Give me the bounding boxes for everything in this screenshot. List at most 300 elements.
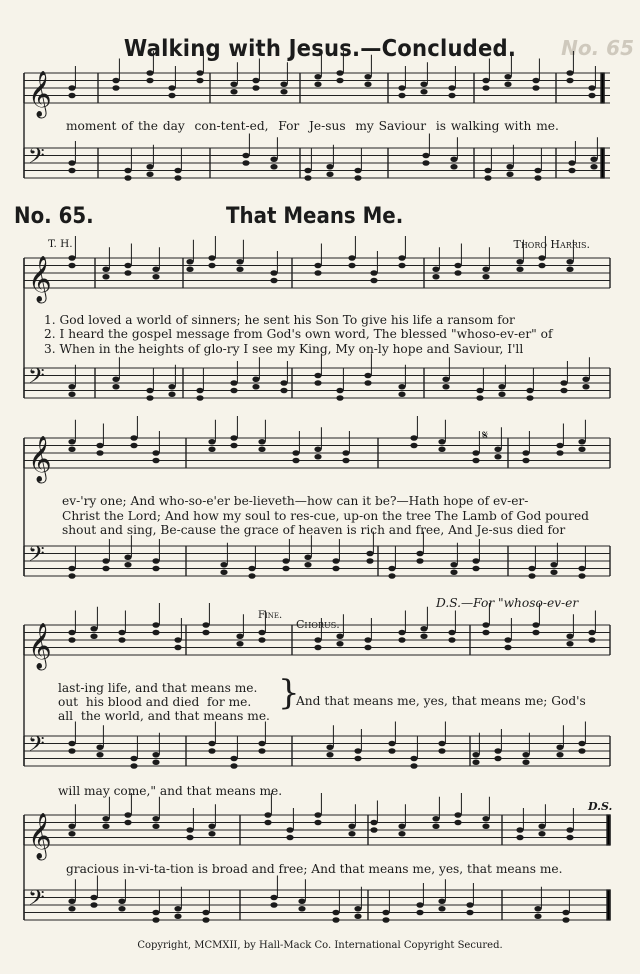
note-head [186,259,193,265]
note-head [582,376,589,382]
note-head [566,835,573,841]
note-head [174,637,181,643]
note-head [364,637,371,643]
note-head [96,450,103,456]
bass-clef: 𝄢 [28,363,45,394]
note-head [538,831,545,837]
note-head [152,458,159,464]
note-head [68,263,75,269]
note-head [494,454,501,460]
note-head [314,820,321,826]
verse-number: 1. [44,313,56,327]
note-head [516,827,523,833]
faded-page-number: No. 65 [561,36,634,60]
note-head [416,910,423,916]
note-head [348,831,355,837]
note-head [388,573,395,579]
note-head [476,395,483,401]
note-head [292,458,299,464]
note-head [68,630,75,636]
note-head [504,645,511,651]
note-head [124,562,131,568]
note-head [416,902,423,908]
note-head [534,168,541,174]
note-head [68,748,75,754]
note-head [588,637,595,643]
note-head [208,823,215,829]
note-head [354,748,361,754]
note-head [152,622,159,628]
note-head [152,450,159,456]
note-head [130,763,137,769]
note-head [130,435,137,441]
note-head [442,376,449,382]
note-head [68,168,75,174]
lyric-word: is [346,523,357,537]
note-head [526,388,533,394]
note-head [174,168,181,174]
note-head [534,913,541,919]
note-head [68,255,75,261]
note-head [538,255,545,261]
note-head [354,175,361,181]
note-head [152,917,159,923]
note-head [220,569,227,575]
note-head [292,450,299,456]
note-head [174,906,181,912]
note-head [252,78,259,84]
note-head [202,910,209,916]
note-head [538,263,545,269]
note-head [566,266,573,272]
note-head [348,263,355,269]
note-head [174,175,181,181]
note-head [304,554,311,560]
note-head [566,633,573,639]
lyric-word: For [278,119,300,133]
note-head [314,270,321,276]
verse-brace: } [278,673,300,713]
note-head [220,562,227,568]
bass-lyric-line: will may come," and that means me. [58,784,283,798]
note-head [466,910,473,916]
note-head [556,443,563,449]
note-head [332,917,339,923]
note-head [90,895,97,901]
note-head [566,827,573,833]
lyric-word: his blood and died [85,695,200,709]
note-head [398,630,405,636]
note-head [174,645,181,651]
note-head [230,443,237,449]
note-head [364,74,371,80]
note-head [270,278,277,284]
hymn-title: That Means Me. [226,204,404,229]
note-head [96,752,103,758]
note-head [438,748,445,754]
note-head [124,263,131,269]
note-head [494,756,501,762]
note-head [208,748,215,754]
note-head [208,263,215,269]
note-head [556,752,563,758]
note-head [578,573,585,579]
note-head [270,902,277,908]
note-head [326,744,333,750]
note-head [566,70,573,76]
note-head [366,551,373,557]
note-head [342,458,349,464]
note-head [270,895,277,901]
note-head [152,816,159,822]
note-head [522,450,529,456]
note-head [102,274,109,280]
note-head [354,913,361,919]
note-head [124,820,131,826]
note-head [498,384,505,390]
note-head [482,85,489,91]
note-head [556,450,563,456]
note-head [152,558,159,564]
note-head [286,827,293,833]
lyric-word: last-ing life, [58,681,132,695]
lyric-word: God loved a world of [59,313,188,327]
bass-clef: 𝄢 [28,541,45,572]
note-head [432,274,439,280]
note-head [280,89,287,95]
note-head [398,391,405,397]
note-head [550,569,557,575]
continued-hymn-title: Walking with Jesus.—Concluded. [123,36,517,62]
hymn-number: No. 65. [14,204,94,229]
note-head [314,637,321,643]
note-head [124,554,131,560]
note-head [102,566,109,572]
note-head [506,171,513,177]
note-head [366,558,373,564]
note-head [528,573,535,579]
note-head [252,85,259,91]
lyric-word: "whoso-ev-er" of [450,327,553,341]
lyric-word: I [243,342,249,356]
note-head [420,89,427,95]
note-head [348,823,355,829]
note-head [398,255,405,261]
ds-marking: D.S. [588,800,613,813]
lyric-word: My [335,342,355,356]
note-head [336,388,343,394]
note-head [146,171,153,177]
note-head [68,85,75,91]
verse-1-line-1 [44,313,515,327]
note-head [550,562,557,568]
lyric-word: all [58,709,74,723]
note-head [332,910,339,916]
note-head [282,558,289,564]
treble-clef: 𝄞 [28,71,52,117]
note-head [522,759,529,765]
note-head [258,446,265,452]
note-head [364,380,371,386]
final-barline [607,815,610,845]
note-head [102,823,109,829]
note-head [560,388,567,394]
note-head [152,910,159,916]
note-head [420,81,427,87]
note-head [556,744,563,750]
lyric-word: see my King, [252,342,332,356]
note-head [196,395,203,401]
note-head [68,439,75,445]
note-head [314,263,321,269]
note-head [326,171,333,177]
note-head [494,446,501,452]
note-head [448,630,455,636]
note-head [420,626,427,632]
lyric-word: And [448,523,473,537]
note-head [472,450,479,456]
note-head [270,270,277,276]
lyric-word: moment of the day [66,119,185,133]
lyric-word: heard the [68,327,129,341]
note-head [504,81,511,87]
note-head [168,391,175,397]
prev-hymn-lyric-line [66,119,559,133]
lyric-word: gospel message from God's own word, [131,327,370,341]
note-head [248,566,255,572]
verse-1-line-3 [58,681,257,695]
note-head [152,274,159,280]
note-head [370,278,377,284]
final-barline [601,148,604,178]
note-head [538,823,545,829]
note-head [348,255,355,261]
note-head [482,630,489,636]
note-head [482,78,489,84]
note-head [472,458,479,464]
note-head [506,164,513,170]
note-head [118,630,125,636]
note-head [472,558,479,564]
verse-3-line-2 [62,523,565,537]
note-head [590,156,597,162]
note-head [398,823,405,829]
note-head [432,266,439,272]
note-head [516,835,523,841]
note-head [516,259,523,265]
note-head [582,384,589,390]
note-head [466,902,473,908]
note-head [566,641,573,647]
note-head [124,175,131,181]
note-head [286,835,293,841]
lyric-word: on-ly hope and Saviour, I'll [358,342,524,356]
note-head [528,566,535,572]
note-head [236,266,243,272]
note-head [298,906,305,912]
lyric-word: con-tent-ed, [194,119,269,133]
note-head [208,255,215,261]
note-head [152,266,159,272]
fine-marking: Fine. [258,610,283,621]
verse-2-line-2 [62,509,589,523]
note-head [152,759,159,765]
lyric-word: for me. [207,695,252,709]
note-head [562,917,569,923]
note-head [326,752,333,758]
note-head [326,164,333,170]
note-head [566,259,573,265]
note-head [420,633,427,639]
note-head [68,566,75,572]
note-head [432,823,439,829]
chorus-lyric-line-1: And that means me, yes, that means me; God's [296,694,586,708]
note-head [482,622,489,628]
verse-number: 2. [44,327,56,341]
lyric-word: rich and free, [360,523,445,537]
lyric-word: my Saviour [355,119,427,133]
note-head [578,566,585,572]
note-head [230,388,237,394]
final-barline [607,890,610,920]
note-head [410,443,417,449]
note-head [146,70,153,76]
note-head [112,384,119,390]
bass-clef: 𝄢 [28,885,45,916]
note-head [270,164,277,170]
note-head [532,630,539,636]
note-head [118,898,125,904]
note-head [370,820,377,826]
note-head [68,823,75,829]
note-head [314,373,321,379]
note-head [168,384,175,390]
note-head [398,93,405,99]
note-head [364,373,371,379]
final-barline [601,73,604,103]
note-head [448,637,455,643]
note-head [112,78,119,84]
note-head [118,637,125,643]
note-head [332,566,339,572]
note-head [534,906,541,912]
note-head [68,637,75,643]
note-head [230,763,237,769]
note-head [422,160,429,166]
note-head [124,168,131,174]
note-head [202,622,209,628]
note-head [516,266,523,272]
note-head [264,820,271,826]
note-head [588,630,595,636]
note-head [202,630,209,636]
note-head [522,752,529,758]
note-head [68,573,75,579]
note-head [68,741,75,747]
note-head [68,384,75,390]
note-head [482,816,489,822]
note-head [568,168,575,174]
note-head [560,380,567,386]
note-head [370,827,377,833]
treble-clef: 𝄞 [28,813,52,859]
note-head [96,744,103,750]
note-head [398,831,405,837]
note-head [438,741,445,747]
lyric-word: Christ the Lord; [62,509,161,523]
note-head [532,622,539,628]
treble-clef: 𝄞 [28,256,52,302]
note-head [566,78,573,84]
note-head [68,391,75,397]
note-head [152,630,159,636]
lyric-word: I [59,327,65,341]
note-head [578,446,585,452]
note-head [152,566,159,572]
note-head [68,160,75,166]
note-head [270,156,277,162]
segno-sign: 𝄋 [482,428,489,444]
note-head [472,566,479,572]
note-head [168,85,175,91]
note-head [494,748,501,754]
note-head [438,906,445,912]
note-head [230,380,237,386]
note-head [484,175,491,181]
note-head [448,85,455,91]
note-head [186,827,193,833]
note-head [336,78,343,84]
note-head [588,93,595,99]
note-head [364,645,371,651]
lyric-word: out [58,695,79,709]
note-head [102,816,109,822]
note-head [280,388,287,394]
note-head [410,756,417,762]
note-head [242,160,249,166]
chorus-label: Chorus. [296,618,340,631]
note-head [472,752,479,758]
note-head [236,641,243,647]
lyric-word: and that means me. [135,681,258,695]
note-head [398,637,405,643]
note-head [252,384,259,390]
note-head [398,384,405,390]
note-head [90,633,97,639]
note-head [196,70,203,76]
note-head [578,439,585,445]
note-head [532,85,539,91]
note-head [522,458,529,464]
lyric-word: And who-so-e'er be-lieveth—how can it be?—Hath hope of ev-er- [130,494,529,508]
bass-clef: 𝄢 [28,143,45,174]
note-head [252,376,259,382]
verse-1-line-2 [62,494,528,508]
note-head [280,81,287,87]
note-head [388,566,395,572]
note-head [248,573,255,579]
note-head [534,175,541,181]
note-head [230,435,237,441]
note-head [90,902,97,908]
words-credit: T. H. [48,238,73,250]
note-head [314,81,321,87]
note-head [354,756,361,762]
chorus-lyric-line-2: gracious in-vi-ta-tion is broad and free; And that means me, yes, that means me. [66,862,563,876]
note-head [354,168,361,174]
note-head [230,756,237,762]
note-head [230,81,237,87]
